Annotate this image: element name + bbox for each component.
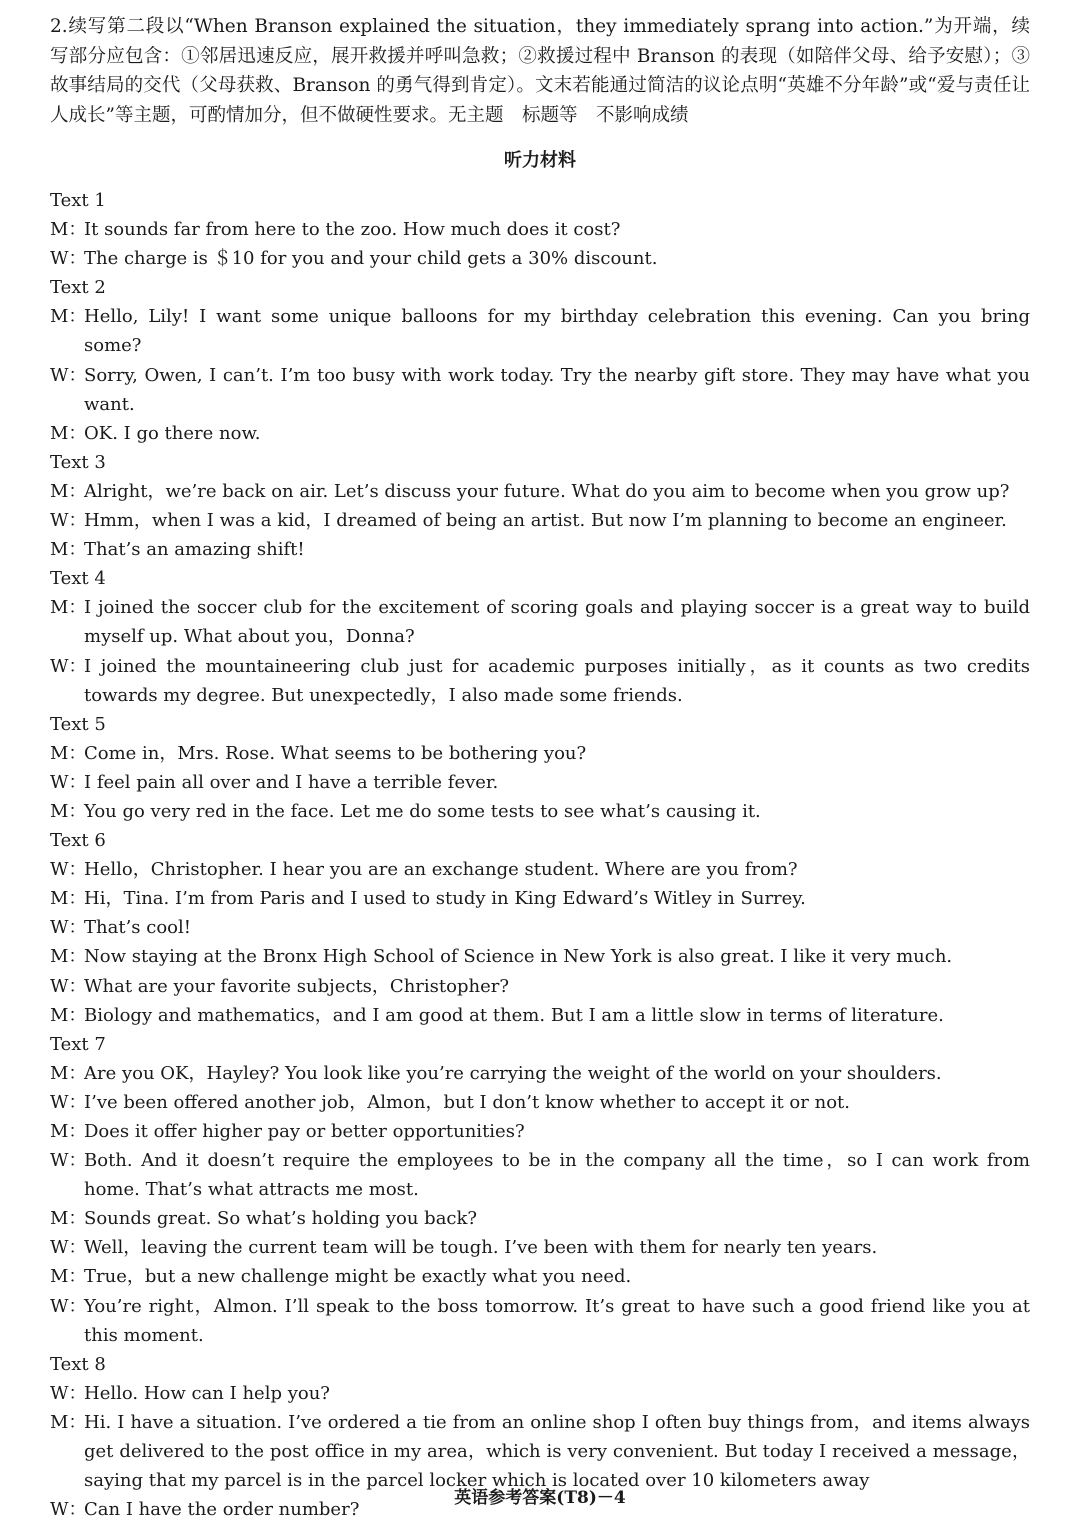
page-footer: 英语参考答案(T8)－4	[454, 1488, 626, 1508]
text-label: Text 6	[50, 830, 106, 852]
dialogue-line	[50, 1379, 1030, 1408]
speaker-label: M：	[50, 946, 87, 968]
speaker-label: M：	[50, 1208, 87, 1230]
speaker-label: W：	[50, 1091, 87, 1113]
dialogue-line	[50, 535, 1030, 564]
dialogue-line	[50, 361, 1030, 419]
speaker-label: W：	[50, 510, 87, 532]
utterance-text: I joined the soccer club for the excitement of scoring goals and playing soccer is a great way to build myself up. What about you，Donna?	[84, 597, 1030, 648]
speaker-label: M：	[50, 888, 87, 910]
utterance-text: Come in，Mrs. Rose. What seems to be bothering you?	[84, 742, 587, 764]
speaker-label: M：	[50, 219, 87, 241]
text-label: Text 4	[50, 568, 106, 590]
text-block	[50, 448, 1030, 564]
utterance-text: OK. I go there now.	[84, 422, 261, 444]
utterance-text: I’ve been offered another job，Almon，but I don’t know whether to accept it or not.	[84, 1091, 850, 1113]
speaker-label: W：	[50, 917, 87, 939]
dialogue-line	[50, 768, 1030, 797]
dialogue-line	[50, 593, 1030, 651]
utterance-text: Hmm，when I was a kid，I dreamed of being an artist. But now I’m planning to become an engineer.	[84, 510, 1007, 532]
text-block	[50, 564, 1030, 709]
speaker-label: M：	[50, 1411, 87, 1433]
text-label: Text 1	[50, 190, 106, 211]
section-title: 听力材料	[504, 150, 576, 171]
utterance-text: The charge is ＄10 for you and your child gets a 30% discount.	[84, 248, 658, 270]
speaker-label: M：	[50, 800, 87, 822]
dialogue-line	[50, 1059, 1030, 1088]
speaker-label: M：	[50, 480, 87, 502]
utterance-text: Both. And it doesn’t require the employees to be in the company all the time，so I can work from home. That’s what attracts me most.	[84, 1150, 1030, 1201]
dialogue-line	[50, 797, 1030, 826]
text-block	[50, 1030, 1030, 1350]
speaker-label: W：	[50, 1382, 87, 1404]
speaker-label: M：	[50, 1121, 87, 1142]
dialogue-line	[50, 1233, 1030, 1262]
speaker-label: W：	[50, 975, 87, 997]
text-block	[50, 273, 1030, 448]
dialogue-line	[50, 244, 1030, 273]
dialogue-line	[50, 419, 1030, 448]
dialogue-line	[50, 855, 1030, 884]
dialogue-line	[50, 913, 1030, 942]
dialogue-line	[50, 942, 1030, 971]
utterance-text: Now staying at the Bronx High School of Science in New York is also great. I like it very much.	[84, 946, 953, 968]
utterance-text: It sounds far from here to the zoo. How much does it cost?	[84, 219, 621, 241]
utterance-text: Sorry, Owen, I can’t. I’m too busy with work today. Try the nearby gift store. They may have what you want.	[84, 364, 1030, 415]
listening-transcript	[50, 186, 1030, 1524]
dialogue-line	[50, 1146, 1030, 1204]
utterance-text: Sounds great. So what’s holding you back?	[84, 1208, 478, 1230]
dialogue-line	[50, 477, 1030, 506]
dialogue-line	[50, 302, 1030, 360]
utterance-text: Well，leaving the current team will be tough. I’ve been with them for nearly ten years.	[84, 1237, 878, 1259]
dialogue-line	[50, 972, 1030, 1001]
utterance-text: Are you OK，Hayley? You look like you’re carrying the weight of the world on your shoulders.	[84, 1062, 942, 1084]
dialogue-line	[50, 1088, 1030, 1117]
dialogue-line	[50, 1292, 1030, 1350]
speaker-label: M：	[50, 422, 87, 444]
dialogue-line	[50, 1117, 1030, 1146]
utterance-text: Can I have the order number?	[84, 1499, 360, 1521]
dialogue-line	[50, 1204, 1030, 1233]
dialogue-line	[50, 1408, 1030, 1495]
utterance-text: True，but a new challenge might be exactly what you need.	[84, 1266, 632, 1288]
speaker-label: M：	[50, 1062, 87, 1084]
speaker-label: M：	[50, 742, 87, 764]
dialogue-line	[50, 1001, 1030, 1030]
speaker-label: W：	[50, 248, 87, 270]
dialogue-line	[50, 652, 1030, 710]
speaker-label: W：	[50, 771, 87, 793]
text-block	[50, 826, 1030, 1030]
dialogue-line	[50, 739, 1030, 768]
utterance-text: Does it offer higher pay or better opportunities?	[84, 1121, 525, 1142]
dialogue-line	[50, 506, 1030, 535]
utterance-text: I joined the mountaineering club just for academic purposes initially，as it counts as two credits towards my degree. But unexpectedly，I also made some friends.	[84, 655, 1030, 706]
text-label: Text 3	[50, 451, 106, 473]
utterance-text: Biology and mathematics，and I am good at them. But I am a little slow in terms of literature.	[84, 1004, 944, 1026]
utterance-text: That’s an amazing shift!	[84, 539, 305, 561]
utterance-text: Hi，Tina. I’m from Paris and I used to study in King Edward’s Witley in Surrey.	[84, 888, 806, 910]
utterance-text: You go very red in the face. Let me do some tests to see what’s causing it.	[84, 800, 761, 822]
text-block	[50, 710, 1030, 826]
speaker-label: W：	[50, 655, 87, 677]
speaker-label: W：	[50, 859, 87, 881]
utterance-text: What are your favorite subjects，Christopher?	[84, 975, 509, 997]
speaker-label: M：	[50, 1004, 87, 1026]
speaker-label: W：	[50, 1150, 87, 1172]
utterance-text: I feel pain all over and I have a terrible fever.	[84, 771, 499, 793]
dialogue-line	[50, 1262, 1030, 1291]
dialogue-line	[50, 884, 1030, 913]
text-label: Text 7	[50, 1033, 106, 1055]
speaker-label: W：	[50, 364, 87, 386]
utterance-text: Alright，we’re back on air. Let’s discuss your future. What do you aim to become when you grow up?	[84, 480, 1010, 502]
speaker-label: W：	[50, 1499, 87, 1521]
speaker-label: M：	[50, 539, 87, 561]
text-block	[50, 186, 1030, 273]
document-page	[50, 12, 1030, 1524]
text-label: Text 2	[50, 277, 106, 299]
speaker-label: M：	[50, 1266, 87, 1288]
dialogue-line	[50, 215, 1030, 244]
utterance-text: Hello，Christopher. I hear you are an exchange student. Where are you from?	[84, 859, 798, 881]
utterance-text: You’re right，Almon. I’ll speak to the boss tomorrow. It’s great to have such a good friend like you at this moment.	[84, 1295, 1030, 1346]
speaker-label: W：	[50, 1295, 87, 1317]
utterance-text: That’s cool!	[84, 917, 191, 939]
utterance-text: Hello, Lily! I want some unique balloons for my birthday celebration this evening. Can you bring some?	[84, 306, 1030, 357]
writing-task-note: 2.续写第二段以“When Branson explained the situation，they immediately sprang into action.”为开端，续写部分应包含：①邻居迅速反应，展开救援并呼叫急救；②救援过程中 Branson 的表现（如陪伴父母、给予安慰）；③故事结局的交代（父母获救、Branson 的勇气得到肯定）。文末若能通过简洁的议论点明“英雄不分年龄”或“爱与责任让人成长”等主题，可酌情加分，但不做硬性要求。无主题 标题等 不影响成绩	[50, 16, 1030, 126]
speaker-label: W：	[50, 1237, 87, 1259]
text-label: Text 5	[50, 713, 106, 735]
utterance-text: Hi. I have a situation. I’ve ordered a tie from an online shop I often buy things from，and items always get delivered to the post office in my area，which is very convenient. But today I received a message，saying that my parcel is in the parcel locker which is located over 10 kilometers away	[84, 1411, 1030, 1492]
utterance-text: Hello. How can I help you?	[84, 1382, 330, 1404]
text-label: Text 8	[50, 1353, 106, 1375]
speaker-label: M：	[50, 597, 87, 619]
speaker-label: M：	[50, 306, 87, 328]
